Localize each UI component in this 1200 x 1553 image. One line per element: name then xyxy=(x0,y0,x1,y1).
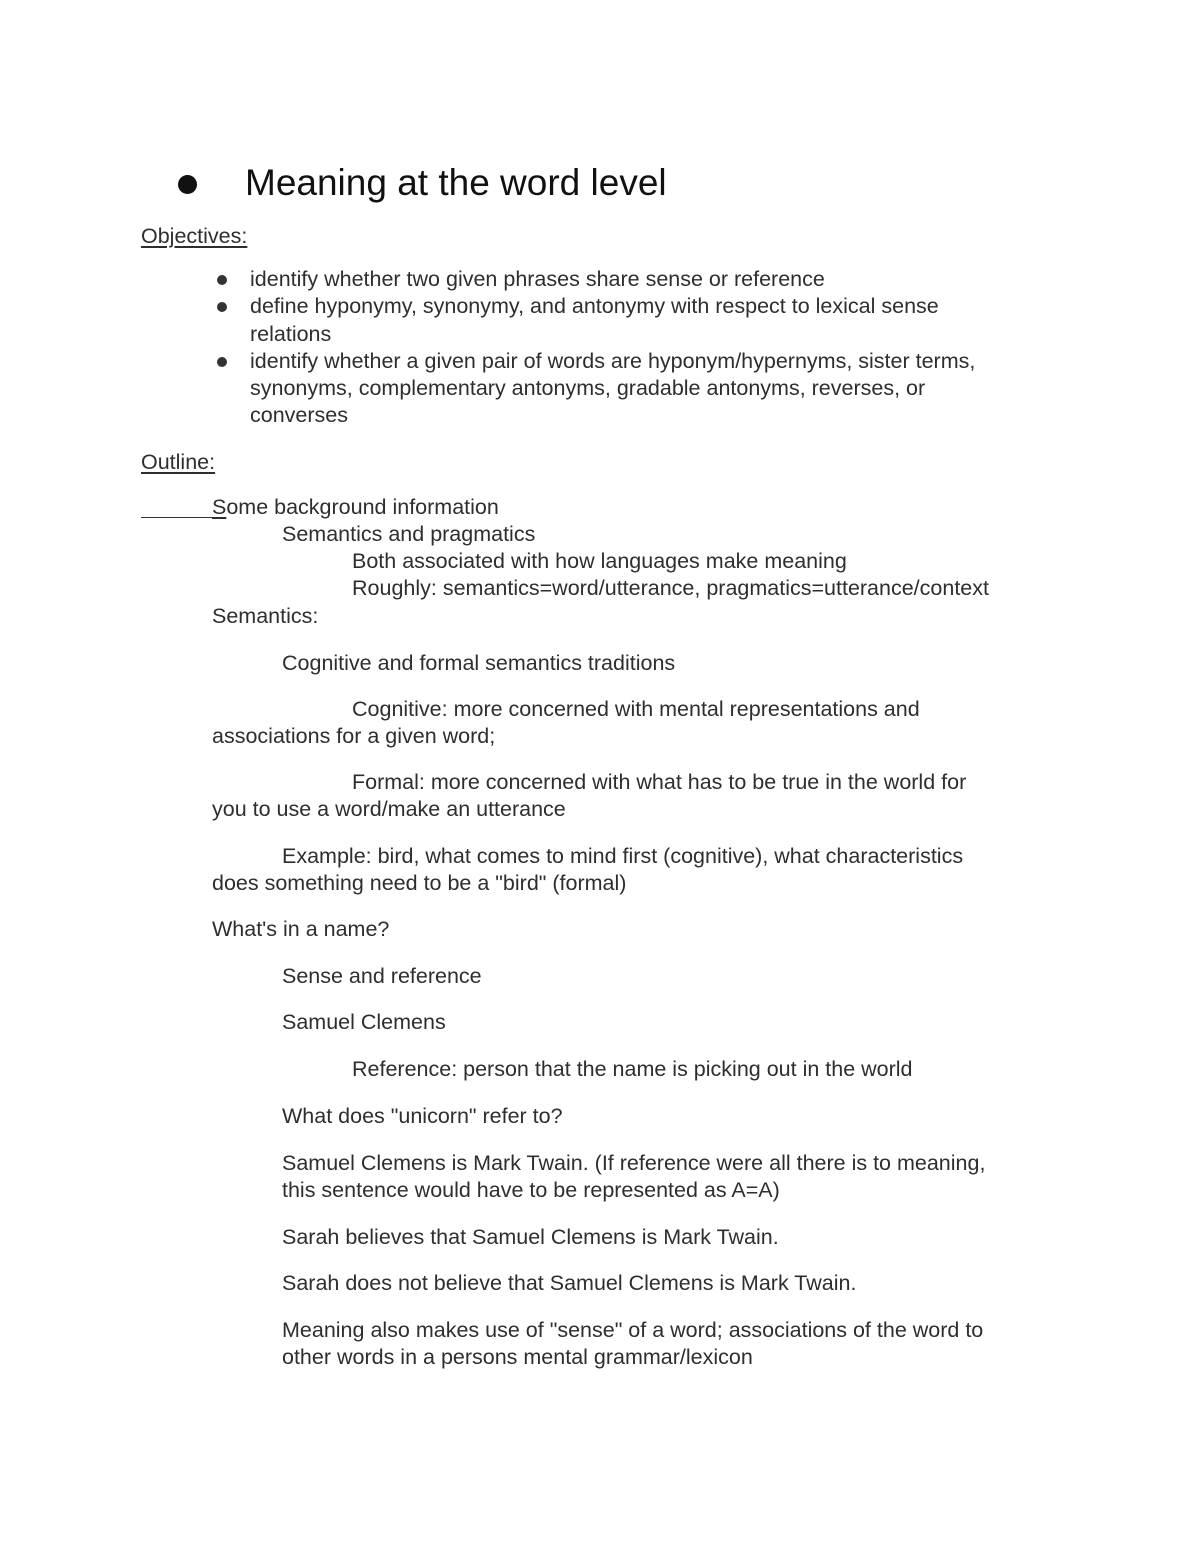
objective-bullet-icon xyxy=(217,357,227,367)
outline-cognitive-line-1: Cognitive: more concerned with mental representations and xyxy=(352,697,920,721)
page-title: Meaning at the word level xyxy=(245,162,667,203)
outline-cognitive-line-2: associations for a given word; xyxy=(212,724,496,748)
objective-item-1-line-1: identify whether two given phrases share sense or reference xyxy=(250,267,825,291)
outline-formal-line-1: Formal: more concerned with what has to be true in the world for xyxy=(352,770,967,794)
outline-formal-line-2: you to use a word/make an utterance xyxy=(212,797,566,821)
objective-item-3-line-2: synonyms, complementary antonyms, gradable antonyms, reverses, or xyxy=(250,376,926,400)
title-bullet-icon xyxy=(178,175,197,194)
outline-heading: Outline: xyxy=(141,450,216,474)
objective-item-2-line-1: define hyponymy, synonymy, and antonymy with respect to lexical sense xyxy=(250,294,939,318)
some-background-rest: ome background information xyxy=(226,495,499,519)
outline-example-line-1: Example: bird, what comes to mind first (cognitive), what characteristics xyxy=(282,844,964,868)
outline-traditions: Cognitive and formal semantics traditions xyxy=(282,651,676,675)
outline-roughly: Roughly: semantics=word/utterance, pragmatics=utterance/context xyxy=(352,576,989,600)
some-background-first-letter: S xyxy=(212,495,227,519)
objective-bullet-icon xyxy=(217,302,227,312)
outline-meaning-sense-line-2: other words in a persons mental grammar/lexicon xyxy=(282,1345,753,1369)
outline-example-line-2: does something need to be a "bird" (formal) xyxy=(212,871,627,895)
outline-unicorn: What does "unicorn" refer to? xyxy=(282,1104,563,1128)
outline-both-associated: Both associated with how languages make meaning xyxy=(352,549,847,573)
outline-samuel-clemens: Samuel Clemens xyxy=(282,1010,446,1034)
objective-item-2-line-2: relations xyxy=(250,322,332,346)
outline-whats-in-name: What's in a name? xyxy=(212,917,390,941)
outline-some-background xyxy=(212,494,499,521)
outline-reference-def: Reference: person that the name is picking out in the world xyxy=(352,1057,913,1081)
outline-twain-line-2: this sentence would have to be represented as A=A) xyxy=(282,1178,780,1202)
outline-twain-line-1: Samuel Clemens is Mark Twain. (If reference were all there is to meaning, xyxy=(282,1151,986,1175)
outline-sem-prag: Semantics and pragmatics xyxy=(282,522,536,546)
objective-bullet-icon xyxy=(217,275,227,285)
outline-sarah-believes: Sarah believes that Samuel Clemens is Mark Twain. xyxy=(282,1225,779,1249)
outline-meaning-sense-line-1: Meaning also makes use of "sense" of a word; associations of the word to xyxy=(282,1318,984,1342)
outline-semantics-label: Semantics: xyxy=(212,604,319,628)
outline-leader-line xyxy=(141,517,212,518)
objective-item-3-line-3: converses xyxy=(250,403,348,427)
outline-sense-reference: Sense and reference xyxy=(282,964,482,988)
objective-item-3-line-1: identify whether a given pair of words are hyponym/hypernyms, sister terms, xyxy=(250,349,976,373)
outline-sarah-not-believe: Sarah does not believe that Samuel Clemens is Mark Twain. xyxy=(282,1271,857,1295)
objectives-heading: Objectives: xyxy=(141,224,248,248)
